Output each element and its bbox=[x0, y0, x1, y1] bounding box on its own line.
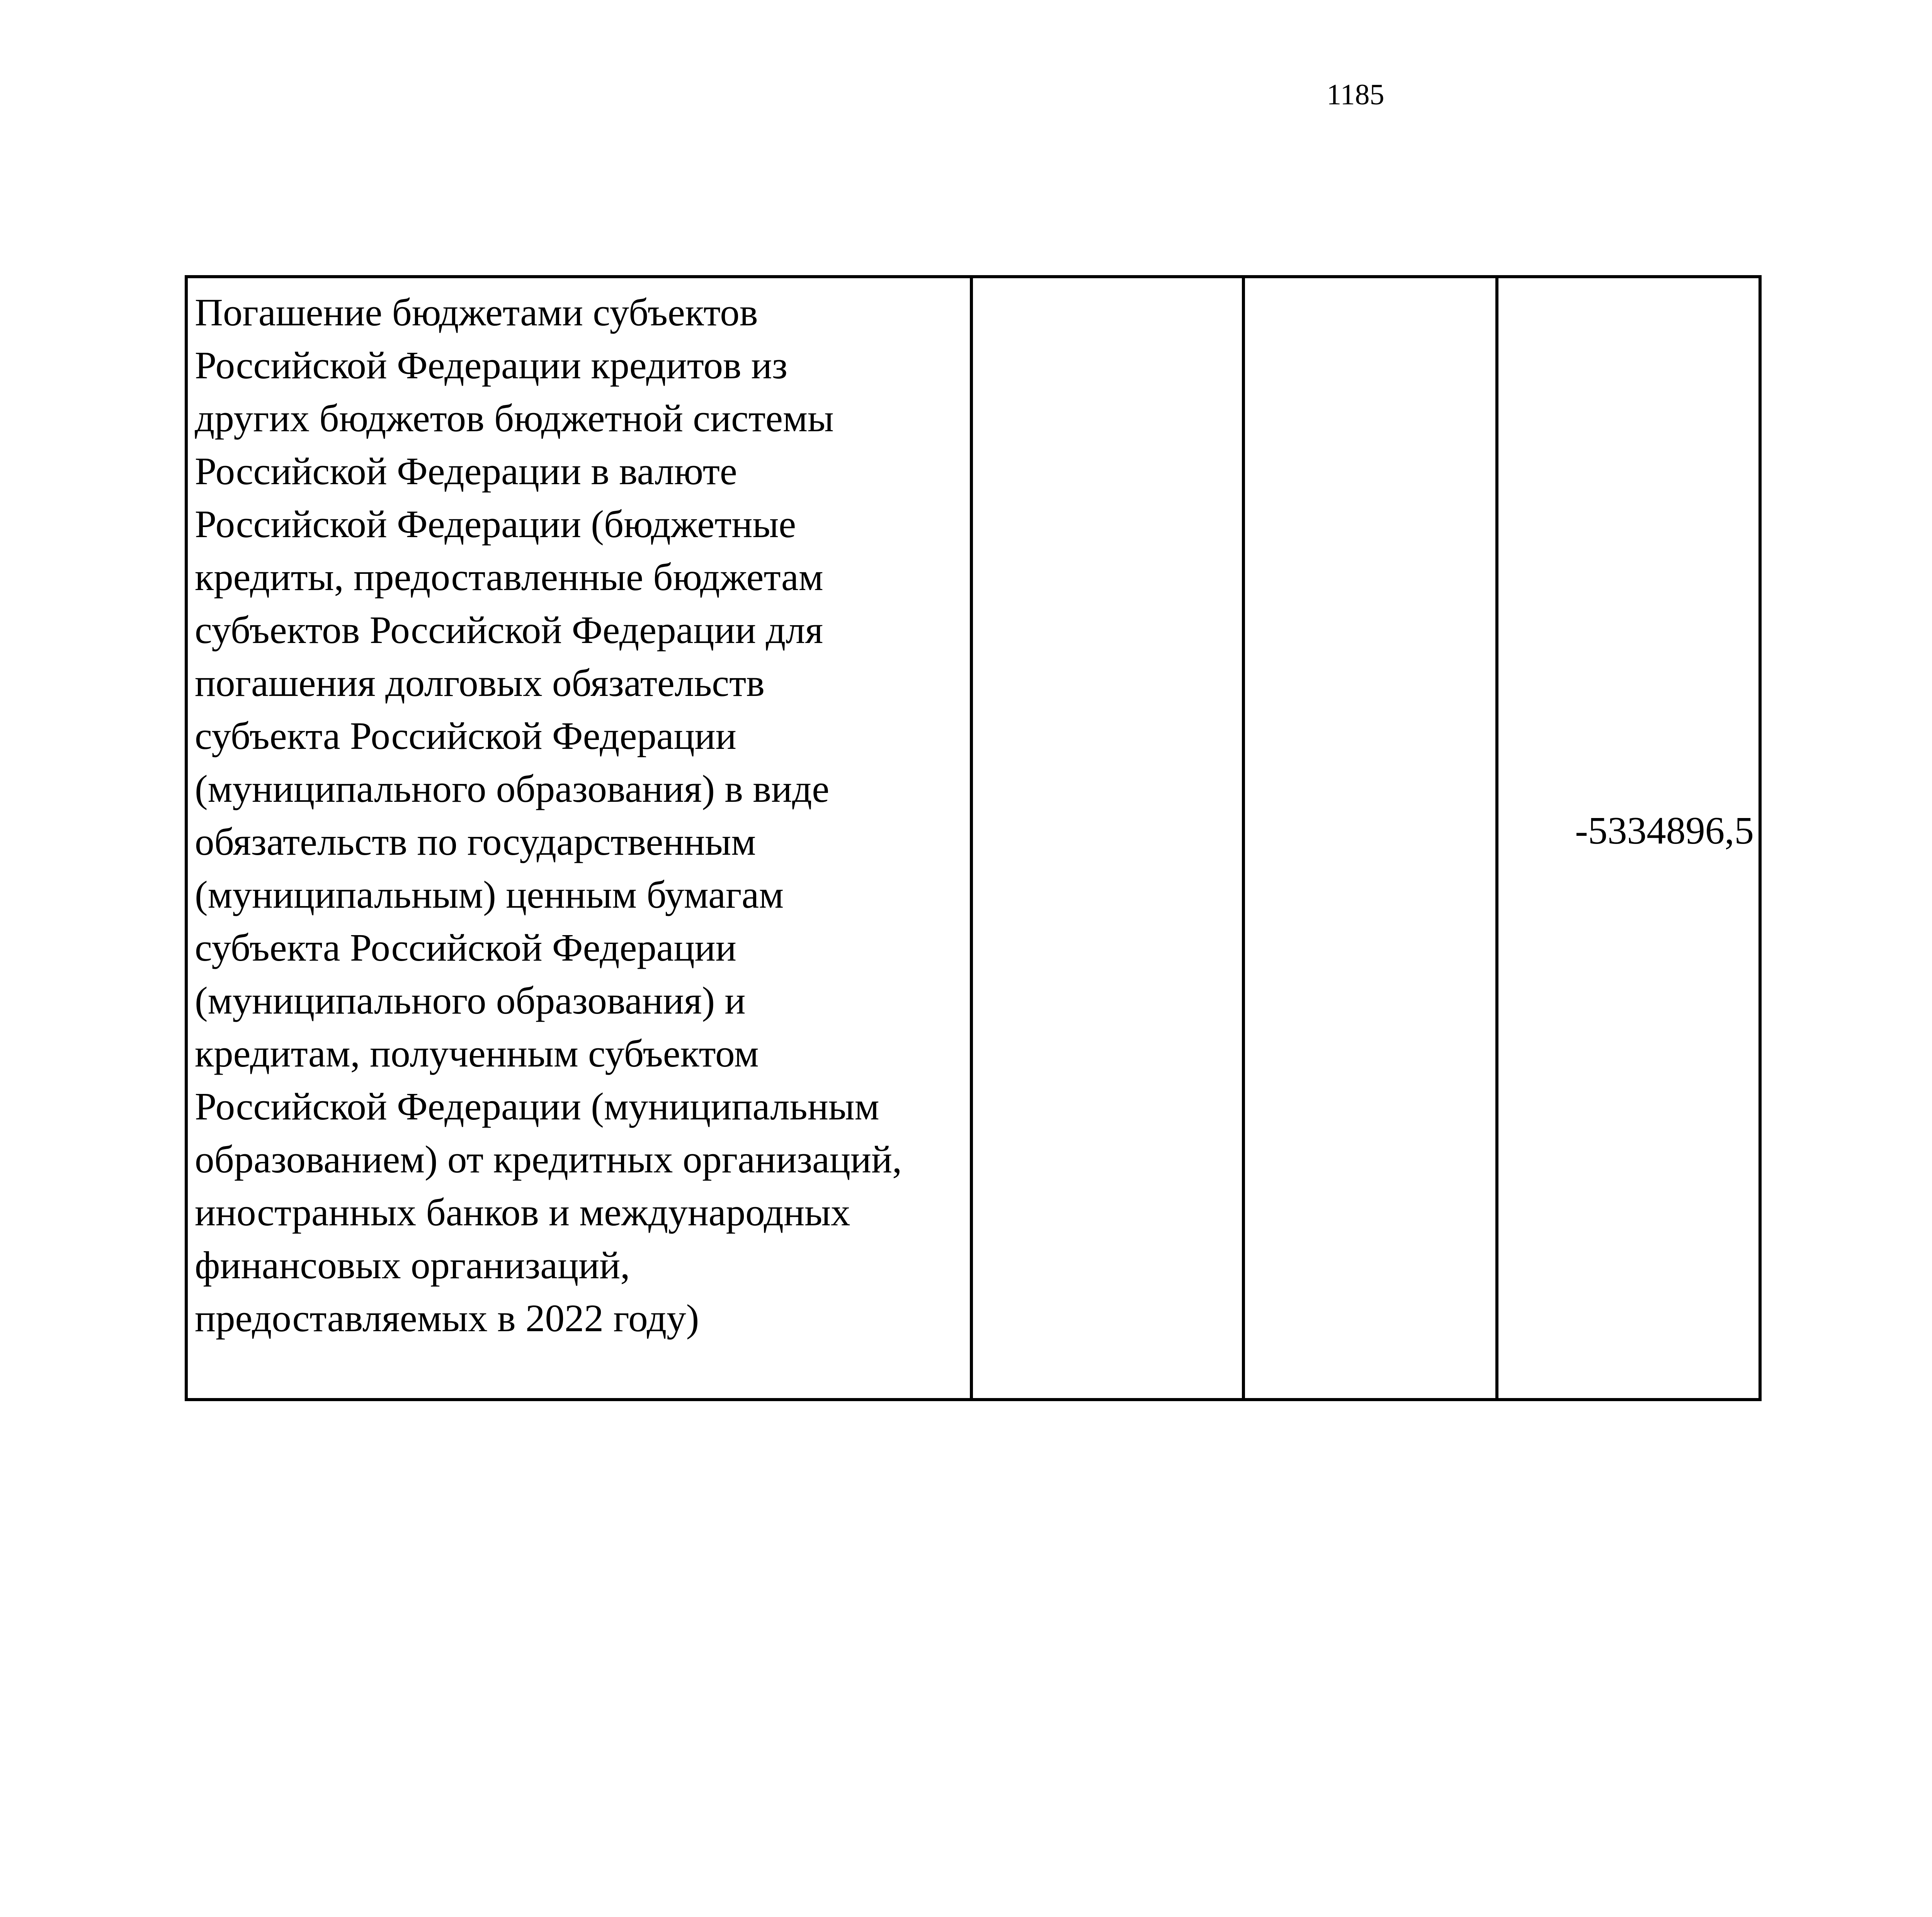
empty-cell-b bbox=[971, 277, 1243, 1400]
empty-cell-c bbox=[1243, 277, 1497, 1400]
row-value: -5334896,5 bbox=[1575, 808, 1754, 852]
description-cell bbox=[186, 277, 971, 1400]
table-row bbox=[186, 277, 1760, 1400]
page-number: 1185 bbox=[1327, 78, 1384, 111]
value-cell bbox=[1497, 277, 1760, 1400]
row-description: Погашение бюджетами субъектов Российской Федерации кредитов из других бюджетов бюджетной системы Российской Федерации в валюте Российской Федерации (бюджетные кредиты, предоставленные бюджетам субъектов Российской Федерации для погашения долговых обязательств субъекта Российской Федерации (муниципального образования) в виде обязательств по государственным (муниципальным) ценным бумагам субъекта Российской Федерации (муниципального образования) и кредитам, полученным субъектом Российской Федерации (муниципальным образованием) от кредитных организаций, иностранных банков и международных финансовых организаций, предоставляемых в 2022 году) bbox=[195, 291, 902, 1340]
budget-table bbox=[185, 275, 1762, 1401]
